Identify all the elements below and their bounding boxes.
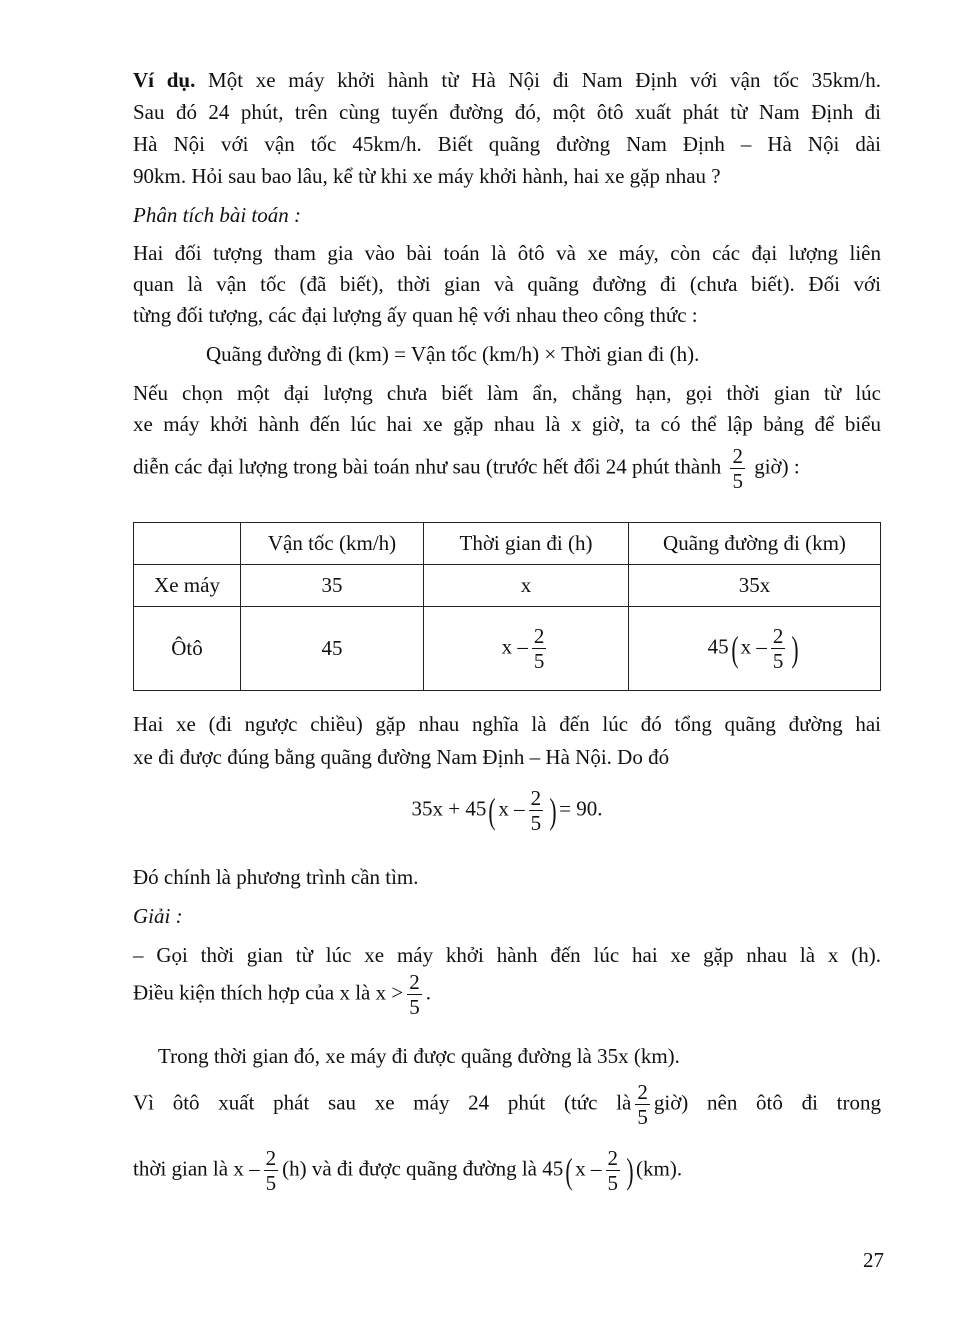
solution-line-5: thời gian là x – $\frac{2}{5}$ (h) và đi được quãng đường là 45( x – $\frac{2}{5}$ ) (km). <box>133 1146 683 1196</box>
table-header-speed: Vận tốc (km/h) <box>241 523 424 565</box>
solution-line-3: Trong thời gian đó, xe máy đi được quãng đường là 35x (km). <box>158 1044 680 1068</box>
analysis-para2-line-2: xe máy khởi hành đến lúc hai xe gặp nhau là x giờ, ta có thể lập bảng để biểu <box>133 412 881 436</box>
table-header-distance: Quãng đường đi (km) <box>629 523 881 565</box>
fraction-two-fifths: $\frac{2}{5}$ <box>533 623 545 673</box>
example-line-1: Ví dụ. Một xe máy khởi hành từ Hà Nội đi Nam Định với vận tốc 35km/h. <box>133 68 882 92</box>
fraction-two-fifths: $\frac{2}{5}$ <box>530 786 542 836</box>
example-line-4: 90km. Hỏi sau bao lâu, kể từ khi xe máy khởi hành, hai xe gặp nhau ? <box>133 164 721 188</box>
analysis-heading: Phân tích bài toán : <box>133 203 301 227</box>
motorbike-time: x <box>424 565 629 607</box>
table-header-row <box>134 523 881 565</box>
conclusion-line: Đó chính là phương trình cần tìm. <box>133 865 419 889</box>
analysis-para2-line-1: Nếu chọn một đại lượng chưa biết làm ẩn, chẳng hạn, gọi thời gian từ lúc <box>133 381 881 405</box>
formula-line: Quãng đường đi (km) = Vận tốc (km/h) × Thời gian đi (h). <box>206 342 700 366</box>
car-time: x – $\frac{2}{5}$ <box>424 607 629 691</box>
table-header-empty <box>134 523 241 565</box>
fraction-two-fifths: $\frac{2}{5}$ <box>265 1146 277 1196</box>
analysis-para1-line-1: Hai đối tượng tham gia vào bài toán là ôtô và xe máy, còn các đại lượng liên <box>133 241 881 265</box>
analysis-para1-line-2: quan là vận tốc (đã biết), thời gian và quãng đường đi (chưa biết). Đối với <box>133 272 881 296</box>
solution-condition: Điều kiện thích hợp của x là x > $\frac{2}{5}$ . <box>133 970 431 1020</box>
car-distance: 45( x – $\frac{2}{5}$ ) <box>629 607 881 691</box>
main-equation: 35x + 45( x – $\frac{2}{5}$ ) = 90. <box>411 786 603 836</box>
example-line-2: Sau đó 24 phút, trên cùng tuyến đường đó, một ôtô xuất phát từ Nam Định đi <box>133 100 881 124</box>
table-header-time: Thời gian đi (h) <box>424 523 629 565</box>
fraction-two-fifths: $\frac{2}{5}$ <box>772 623 784 673</box>
page-number: 27 <box>863 1248 884 1272</box>
table-row <box>134 607 881 691</box>
table-row <box>134 565 881 607</box>
meeting-line-1: Hai xe (đi ngược chiều) gặp nhau nghĩa là đến lúc đó tổng quãng đường hai <box>133 712 881 736</box>
solution-line-1: – Gọi thời gian từ lúc xe máy khởi hành đến lúc hai xe gặp nhau là x (h). <box>133 943 881 967</box>
analysis-para1-line-3: từng đối tượng, các đại lượng ấy quan hệ với nhau theo công thức : <box>133 303 698 327</box>
motorbike-speed: 35 <box>241 565 424 607</box>
fraction-two-fifths: $\frac{2}{5}$ <box>732 444 743 494</box>
meeting-line-2: xe đi được đúng bằng quãng đường Nam Định – Hà Nội. Do đó <box>133 745 670 769</box>
example-label: Ví dụ. <box>133 68 196 92</box>
motion-table <box>133 522 881 691</box>
row-label-car: Ôtô <box>134 607 241 691</box>
motorbike-distance: 35x <box>629 565 881 607</box>
row-label-motorbike: Xe máy <box>134 565 241 607</box>
solution-heading: Giải : <box>133 904 183 928</box>
fraction-two-fifths: $\frac{2}{5}$ <box>409 970 420 1020</box>
fraction-two-fifths: $\frac{2}{5}$ <box>607 1146 619 1196</box>
solution-line-4: Vì ôtô xuất phát sau xe máy 24 phút (tức là $\frac{2}{5}$ giờ) nên ôtô đi trong <box>133 1080 881 1130</box>
car-speed: 45 <box>241 607 424 691</box>
analysis-para2-line-3: diễn các đại lượng trong bài toán như sau (trước hết đổi 24 phút thành $\frac{2}{5}$ giờ) : <box>133 444 800 494</box>
example-line-3: Hà Nội với vận tốc 45km/h. Biết quãng đường Nam Định – Hà Nội dài <box>133 132 881 156</box>
fraction-two-fifths: $\frac{2}{5}$ <box>637 1080 648 1130</box>
